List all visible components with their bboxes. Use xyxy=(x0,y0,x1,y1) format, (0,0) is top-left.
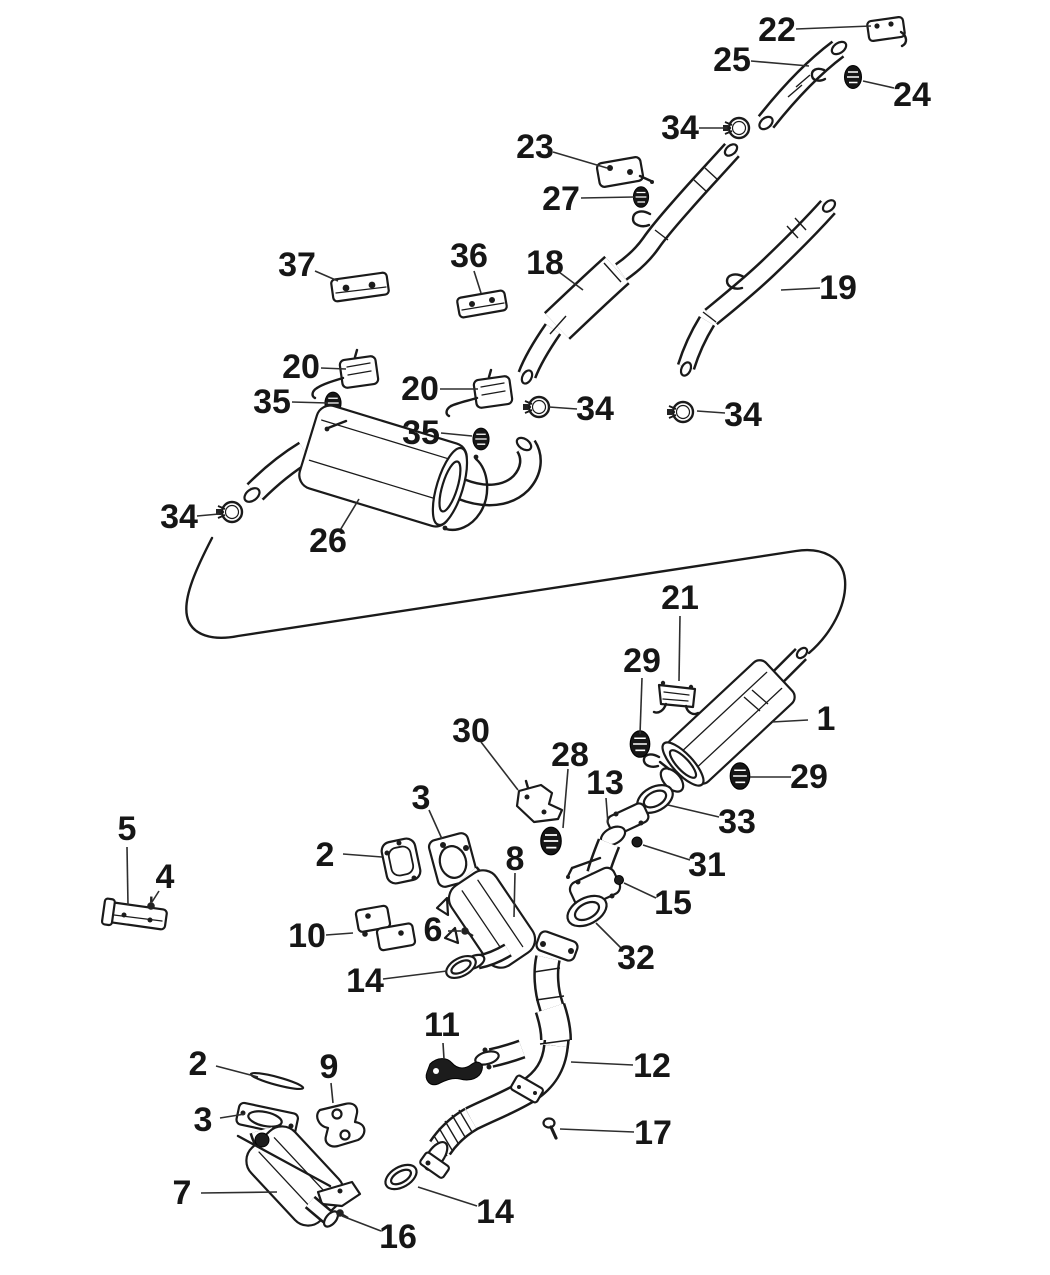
part-number-label: 2 xyxy=(315,836,335,874)
part-number-label: 20 xyxy=(401,370,439,408)
hanger-bracket-20-right xyxy=(447,370,513,416)
leader-line xyxy=(553,152,607,168)
leader-line xyxy=(342,1216,381,1231)
leader-line xyxy=(216,1066,258,1077)
clamp-34-pipe18 xyxy=(523,397,549,417)
isolator-29-left xyxy=(630,731,650,757)
leader-line xyxy=(197,514,219,516)
callout-isolator-27-5 xyxy=(542,180,634,218)
leader-line xyxy=(796,26,871,29)
bracket-22 xyxy=(867,17,906,46)
callout-hanger-bracket-20-12 xyxy=(401,370,478,408)
part-number-label: 18 xyxy=(526,244,564,282)
part-number-label: 24 xyxy=(893,76,931,114)
part-number-label: 34 xyxy=(661,109,699,147)
callout-gasket-2-32 xyxy=(316,836,382,874)
part-number-label: 23 xyxy=(516,128,554,166)
leader-line xyxy=(751,61,809,66)
part-number-label: 9 xyxy=(319,1048,339,1086)
rear-muffler-26 xyxy=(242,402,534,531)
bracket-37 xyxy=(331,272,390,302)
callout-nut-31-28 xyxy=(643,845,726,884)
callout-clamp-34-15 xyxy=(697,396,762,434)
callouts-layer xyxy=(118,11,931,1256)
leader-line xyxy=(863,81,894,88)
part-number-label: 35 xyxy=(402,414,440,452)
leader-line xyxy=(429,810,442,839)
part-number-label: 12 xyxy=(633,1047,671,1085)
bracket-5 xyxy=(102,898,168,933)
part-number-label: 16 xyxy=(379,1218,417,1256)
leader-line xyxy=(581,197,634,198)
part-number-label: 25 xyxy=(713,41,751,79)
routing-line xyxy=(186,538,845,653)
leader-line xyxy=(679,616,680,681)
part-number-label: 2 xyxy=(188,1045,208,1083)
gasket-2-upper xyxy=(380,837,422,885)
callout-hanger-bracket-30-23 xyxy=(452,712,518,790)
bracket-9 xyxy=(317,1103,364,1146)
callout-gasket-2-37 xyxy=(189,1045,258,1083)
callout-intermediate-pipe-18-8 xyxy=(526,244,583,290)
part-number-label: 34 xyxy=(576,390,614,428)
callout-nut-15-29 xyxy=(624,883,692,922)
leader-line xyxy=(563,769,568,828)
part-number-label: 10 xyxy=(288,917,326,955)
bracket-36 xyxy=(457,290,508,318)
leader-line xyxy=(697,411,725,413)
leader-line xyxy=(772,720,808,722)
callout-bracket-37-6 xyxy=(278,246,338,284)
callout-screw-4-34 xyxy=(152,858,175,902)
part-number-label: 3 xyxy=(411,779,431,817)
part-number-label: 8 xyxy=(505,840,525,878)
part-number-label: 22 xyxy=(758,11,796,49)
leader-line xyxy=(315,271,338,281)
leader-line xyxy=(781,288,820,290)
leader-line xyxy=(201,1192,277,1193)
callout-bracket-11-42 xyxy=(424,1006,460,1059)
callout-gasket-14-45 xyxy=(418,1187,514,1231)
hanger-bracket-20-left xyxy=(313,350,379,398)
callout-gasket-33-22 xyxy=(668,803,756,841)
callout-bracket-10-35 xyxy=(288,917,353,955)
part-number-label: 27 xyxy=(542,180,580,218)
nut-31 xyxy=(632,837,642,847)
callout-gasket-14-36 xyxy=(346,962,447,1000)
part-number-label: 28 xyxy=(551,736,589,774)
leader-line xyxy=(321,368,346,369)
part-number-label: 15 xyxy=(654,884,692,922)
callout-bracket-22-0 xyxy=(758,11,871,49)
callout-screw-17-44 xyxy=(560,1114,672,1152)
callout-flange-3-26 xyxy=(412,779,442,839)
isolator-24 xyxy=(845,66,862,89)
bracket-11 xyxy=(426,1059,482,1085)
callout-isolator-29-19 xyxy=(623,642,661,734)
part-number-label: 3 xyxy=(193,1101,213,1139)
tailpipe-25 xyxy=(757,39,848,131)
callout-clamp-34-16 xyxy=(160,498,219,536)
leader-line xyxy=(383,971,447,979)
part-number-label: 17 xyxy=(634,1114,672,1152)
hanger-bracket-23 xyxy=(596,156,654,187)
leader-line xyxy=(418,1187,477,1206)
leader-line xyxy=(624,883,656,898)
part-number-label: 21 xyxy=(661,579,699,617)
isolator-29-right xyxy=(730,763,750,789)
callout-gasket-32-30 xyxy=(596,923,655,977)
part-number-label: 34 xyxy=(724,396,762,434)
leader-line xyxy=(560,1129,634,1132)
nut-15 xyxy=(615,876,624,885)
part-number-label: 33 xyxy=(718,803,756,841)
part-number-label: 29 xyxy=(790,758,828,796)
callout-bracket-9-38 xyxy=(320,1048,339,1103)
part-number-label: 7 xyxy=(172,1174,192,1212)
callout-isolator-24-2 xyxy=(863,76,931,114)
leader-line xyxy=(549,407,577,409)
callout-bracket-5-33 xyxy=(118,810,137,905)
callout-rear-muffler-26-17 xyxy=(309,499,359,560)
part-number-label: 20 xyxy=(282,348,320,386)
oxygen-sensor xyxy=(255,1133,269,1147)
leader-line xyxy=(643,845,690,860)
callout-screw-16-41 xyxy=(342,1216,417,1256)
hanger-bracket-21 xyxy=(654,681,698,714)
part-number-label: 26 xyxy=(309,522,347,560)
callout-clamp-34-14 xyxy=(549,390,614,428)
isolator-35-right xyxy=(473,428,489,450)
gasket-14-lower xyxy=(381,1160,420,1194)
part-number-label: 14 xyxy=(346,962,384,1000)
isolator-27 xyxy=(633,187,648,208)
clamp-34-pipe19 xyxy=(667,402,693,422)
leader-line xyxy=(640,678,642,734)
leader-line xyxy=(571,1062,633,1065)
leader-line xyxy=(443,1043,444,1059)
isolator-28 xyxy=(541,827,561,855)
leader-line xyxy=(343,854,382,857)
part-number-label: 19 xyxy=(819,269,857,307)
part-number-label: 5 xyxy=(117,810,137,848)
part-number-label: 13 xyxy=(586,764,624,802)
gasket-2-lower xyxy=(250,1070,304,1092)
leader-line xyxy=(292,402,328,403)
leader-line xyxy=(441,433,472,436)
hanger-pin-18 xyxy=(633,212,650,227)
part-number-label: 37 xyxy=(278,246,316,284)
callout-hanger-bracket-21-18 xyxy=(661,579,699,681)
part-number-label: 1 xyxy=(816,700,836,738)
leader-line xyxy=(326,933,353,935)
leader-line xyxy=(514,873,515,917)
hanger-pin-1 xyxy=(644,754,659,766)
clamp-34-muffler26 xyxy=(216,502,242,522)
part-number-label: 34 xyxy=(160,498,198,536)
callout-clamp-34-3 xyxy=(661,109,727,147)
part-number-label: 32 xyxy=(617,939,655,977)
part-number-label: 4 xyxy=(155,858,175,896)
part-number-label: 35 xyxy=(253,383,291,421)
hanger-bracket-30 xyxy=(517,781,562,822)
leader-line xyxy=(127,847,128,905)
part-number-label: 14 xyxy=(476,1193,514,1231)
part-number-label: 31 xyxy=(688,846,726,884)
screw-17 xyxy=(544,1119,557,1139)
callout-isolator-29-21 xyxy=(750,758,828,796)
leader-line xyxy=(331,1083,333,1103)
callout-hanger-bracket-23-4 xyxy=(516,128,607,168)
part-number-label: 6 xyxy=(423,911,443,949)
bracket-10 xyxy=(355,905,415,951)
callout-intermediate-pipe-19-9 xyxy=(781,269,857,307)
callout-front-pipe-12-43 xyxy=(571,1047,671,1085)
part-number-label: 29 xyxy=(623,642,661,680)
part-number-label: 11 xyxy=(424,1006,460,1044)
callout-bracket-36-7 xyxy=(450,237,488,293)
part-number-label: 30 xyxy=(452,712,490,750)
leader-line xyxy=(668,805,719,817)
part-number-label: 36 xyxy=(450,237,488,275)
